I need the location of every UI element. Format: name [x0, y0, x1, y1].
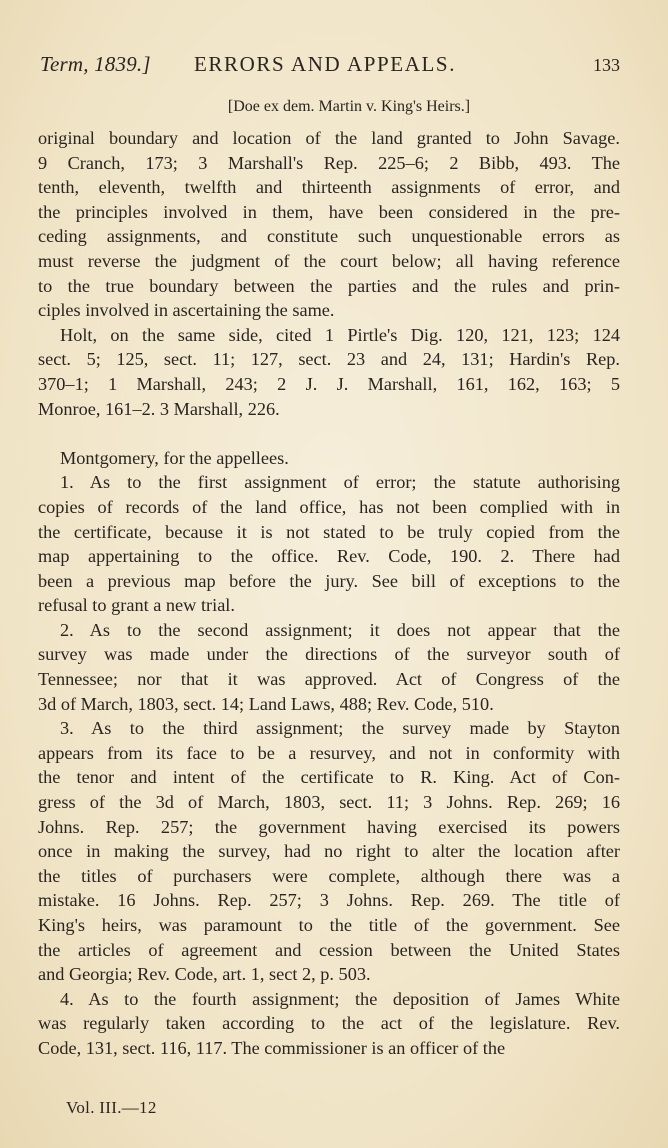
- text-line: Montgomery, for the appellees.: [60, 447, 289, 468]
- text-line: 3. As to the third assignment; the survey made by Stayton: [60, 718, 620, 739]
- case-caption: [Doe ex dem. Martin v. King's Heirs.]: [227, 98, 471, 115]
- text-line: survey was made under the directions of the surveyor south of: [38, 644, 620, 665]
- text-line: mistake. 16 Johns. Rep. 257; 3 Johns. Rep. 269. The title of: [38, 890, 620, 911]
- text-line: ceding assignments, and constitute such unquestionable errors as: [38, 226, 620, 247]
- text-line: 2. As to the second assignment; it does not appear that the: [60, 619, 620, 640]
- text-line: copies of records of the land office, has not been complied with in: [38, 496, 620, 517]
- text-line: appears from its face to be a resurvey, and not in conformity with: [38, 742, 620, 763]
- text-line: to the true boundary between the parties and the rules and prin-: [38, 275, 620, 296]
- text-line: and Georgia; Rev. Code, art. 1, sect 2, p. 503.: [38, 964, 371, 985]
- text-line: 3d of March, 1803, sect. 14; Land Laws, 488; Rev. Code, 510.: [38, 693, 494, 714]
- text-line: map appertaining to the office. Rev. Code, 190. 2. There had: [38, 546, 620, 567]
- header-title: ERRORS AND APPEALS.: [194, 52, 457, 76]
- text-line: the titles of purchasers were complete, although there was a: [38, 865, 620, 886]
- text-line: Code, 131, sect. 116, 117. The commissioner is an officer of the: [38, 1037, 506, 1058]
- page-number: 133: [593, 55, 620, 75]
- running-header: [40, 52, 620, 82]
- text-line: sect. 5; 125, sect. 11; 127, sect. 23 and 24, 131; Hardin's Rep.: [38, 349, 620, 370]
- text-line: 370–1; 1 Marshall, 243; 2 J. J. Marshall, 161, 162, 163; 5: [38, 373, 620, 394]
- text-line: the articles of agreement and cession between the United States: [38, 939, 620, 960]
- text-line: King's heirs, was paramount to the title of the government. See: [38, 915, 620, 935]
- text-line: been a previous map before the jury. See bill of exceptions to the: [38, 570, 620, 591]
- text-line: gress of the 3d of March, 1803, sect. 11; 3 Johns. Rep. 269; 16: [38, 792, 620, 813]
- text-line: ciples involved in ascertaining the same.: [38, 300, 335, 321]
- text-line: original boundary and location of the land granted to John Savage.: [38, 128, 620, 148]
- text-line: the tenor and intent of the certificate to R. King. Act of Con-: [38, 767, 620, 788]
- signature-footer: Vol. III.—12: [66, 1098, 157, 1117]
- text-line: must reverse the judgment of the court below; all having reference: [38, 250, 620, 271]
- text-line: 1. As to the first assignment of error; the statute authorising: [60, 472, 620, 493]
- text-line: was regularly taken according to the act of the legislature. Rev.: [38, 1013, 620, 1034]
- paragraph-gap: [38, 421, 620, 446]
- text-line: Holt, on the same side, cited 1 Pirtle's Dig. 120, 121, 123; 124: [60, 324, 620, 345]
- text-line: the certificate, because it is not stated to be truly copied from the: [38, 521, 620, 542]
- body-text: [38, 126, 620, 1061]
- text-line: tenth, eleventh, twelfth and thirteenth assignments of error, and: [38, 177, 620, 198]
- text-line: Johns. Rep. 257; the government having exercised its powers: [38, 816, 620, 837]
- text-line: the principles involved in them, have been considered in the pre-: [38, 201, 620, 222]
- text-line: once in making the survey, had no right to alter the location after: [38, 841, 620, 862]
- text-line: Tennessee; nor that it was approved. Act of Congress of the: [38, 669, 620, 690]
- text-line: 4. As to the fourth assignment; the deposition of James White: [60, 988, 620, 1009]
- text-line: refusal to grant a new trial.: [38, 595, 235, 616]
- header-term: Term, 1839.]: [40, 52, 151, 76]
- text-line: 9 Cranch, 173; 3 Marshall's Rep. 225–6; 2 Bibb, 493. The: [38, 152, 620, 173]
- text-line: Monroe, 161–2. 3 Marshall, 226.: [38, 398, 280, 419]
